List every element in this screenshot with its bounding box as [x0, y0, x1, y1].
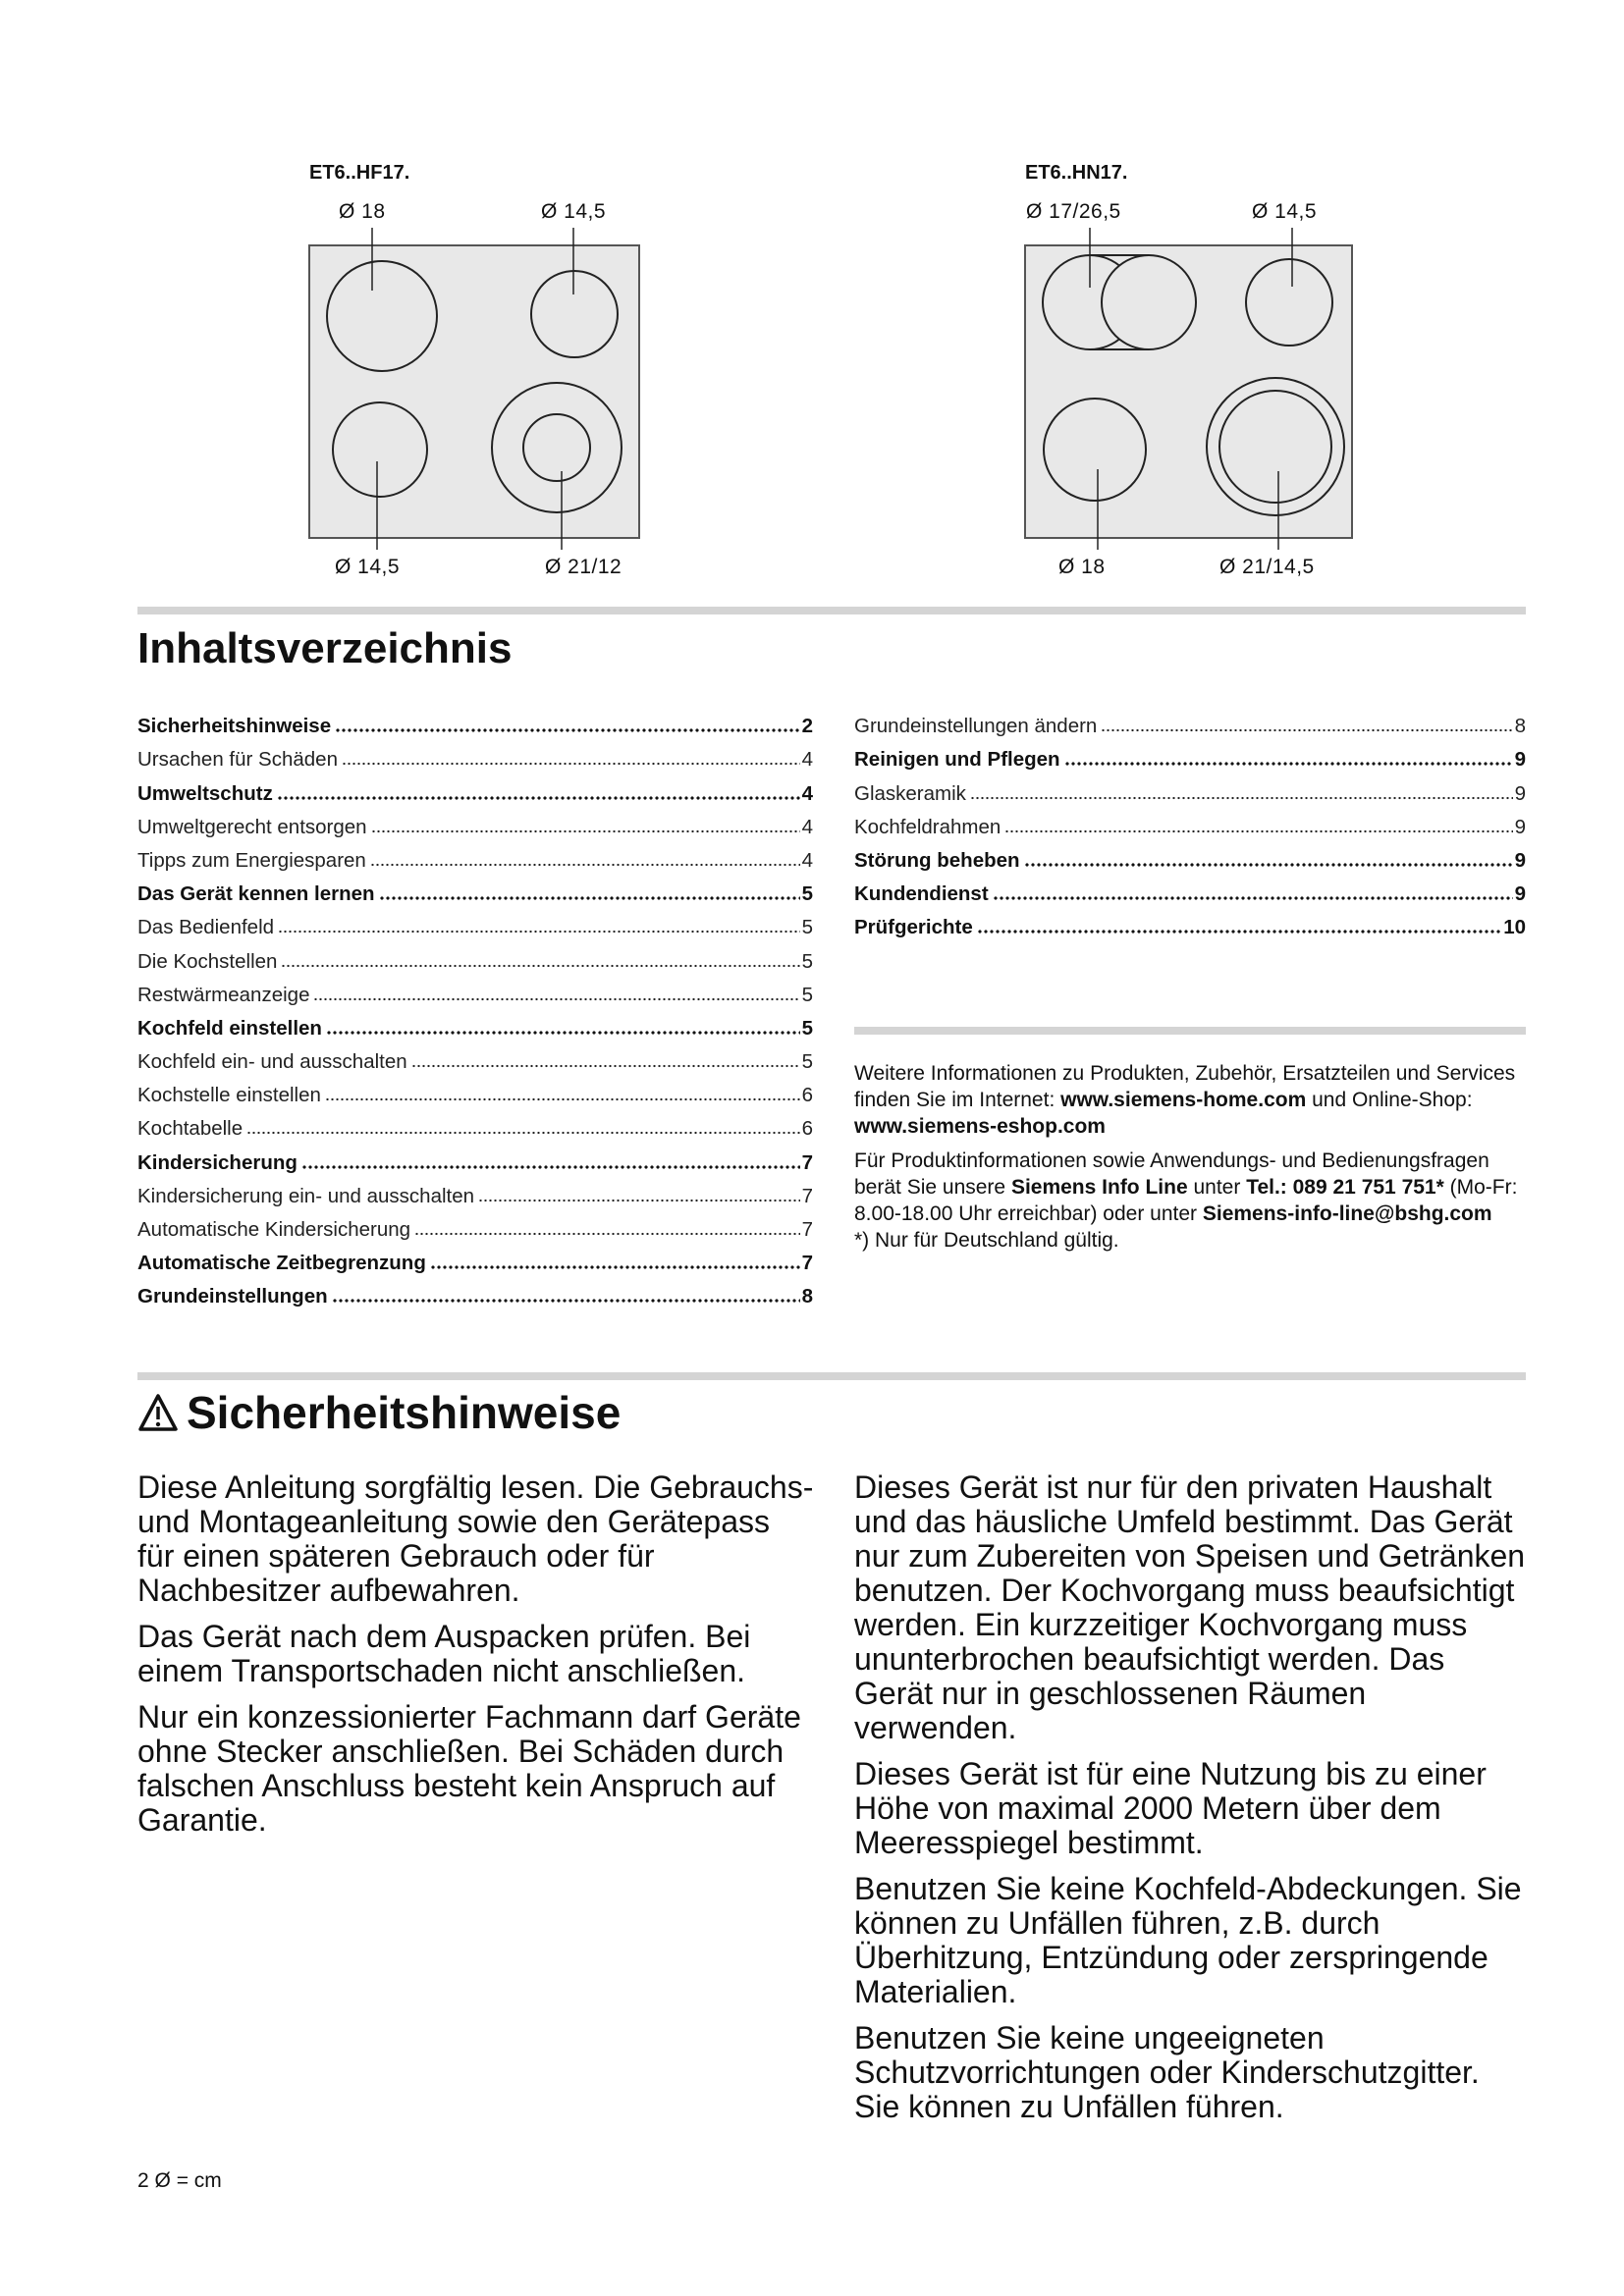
model-label-hf17: ET6..HF17. [309, 162, 410, 184]
toc-entry[interactable] [137, 873, 813, 906]
toc-entry-label: Umweltschutz [137, 781, 273, 805]
zone-label: Ø 14,5 [335, 556, 401, 578]
toc-entry-label: Kindersicherung ein- und ausschalten [137, 1184, 475, 1207]
toc-entry-label: Kundendienst [854, 882, 989, 906]
dot-leader [977, 930, 1501, 934]
zone [1102, 255, 1196, 349]
toc-entry-page: 5 [801, 983, 813, 1006]
dot-leader [371, 829, 800, 833]
toc-entry[interactable] [137, 806, 813, 839]
toc-left-column [137, 705, 813, 1308]
toc-entry-page: 6 [801, 1084, 813, 1107]
info-divider [854, 1027, 1526, 1035]
toc-entry[interactable] [854, 705, 1526, 738]
toc-entry-page: 4 [801, 815, 813, 838]
dot-leader [1004, 829, 1512, 833]
toc-entry-label: Grundeinstellungen [137, 1285, 328, 1308]
toc-entry-label: Störung beheben [854, 848, 1020, 872]
email-link[interactable]: Siemens-info-line@bshg.com [1202, 1202, 1492, 1225]
toc-entry-label: Automatische Zeitbegrenzung [137, 1252, 426, 1275]
safety-title [137, 1386, 621, 1439]
dot-leader [1064, 762, 1513, 766]
toc-entry-page: 2 [801, 715, 813, 738]
dot-leader [335, 728, 799, 732]
safety-paragraph: Benutzen Sie keine ungeeigneten Schutzvorrichtungen oder Kinderschutzgitter. Sie können zu Unfällen führen. [854, 2020, 1480, 2124]
toc-entry[interactable] [137, 906, 813, 939]
safety-paragraph: Benutzen Sie keine Kochfeld-Abdeckungen. Sie können zu Unfällen führen, z.B. durch Überhitzung, Entzündung oder zerspringende Materialien. [854, 1871, 1522, 2009]
dot-leader [313, 997, 799, 1001]
toc-entry-label: Kochfeldrahmen [854, 815, 1001, 838]
info-line-name: Siemens Info Line [1010, 1176, 1188, 1199]
toc-entry-label: Kindersicherung [137, 1150, 298, 1174]
toc-right-column [854, 705, 1526, 939]
toc-entry[interactable] [137, 1175, 813, 1208]
siemens-eshop-link[interactable]: www.siemens-eshop.com [854, 1115, 1106, 1138]
toc-entry[interactable] [137, 1107, 813, 1141]
toc-entry[interactable] [854, 772, 1526, 805]
toc-entry-label: Kochfeld ein- und ausschalten [137, 1050, 407, 1074]
zone-label: Ø 21/12 [545, 556, 623, 578]
toc-entry[interactable] [137, 939, 813, 973]
dot-leader [326, 1031, 800, 1035]
toc-entry-label: Reinigen und Pflegen [854, 748, 1060, 772]
toc-entry-page: 5 [801, 1016, 813, 1040]
dot-leader [332, 1299, 800, 1303]
model-label-hn17: ET6..HN17. [1025, 162, 1128, 184]
toc-entry[interactable] [137, 1041, 813, 1074]
dot-leader [1024, 863, 1513, 867]
safety-paragraph: Dieses Gerät ist für eine Nutzung bis zu einer Höhe von maximal 2000 Metern über dem Meeresspiegel bestimmt. [854, 1756, 1487, 1860]
dot-leader [478, 1199, 800, 1202]
toc-entry[interactable] [854, 738, 1526, 772]
toc-entry-page: 8 [1514, 715, 1526, 738]
toc-entry-label: Automatische Kindersicherung [137, 1218, 411, 1241]
dot-leader [325, 1097, 800, 1101]
info-box [854, 1060, 1532, 1254]
dot-leader [277, 796, 800, 800]
toc-entry[interactable] [854, 806, 1526, 839]
toc-entry-page: 9 [1514, 781, 1526, 805]
dot-leader [430, 1265, 800, 1269]
toc-entry-label: Restwärmeanzeige [137, 983, 310, 1006]
dot-leader [278, 930, 800, 934]
toc-entry-page: 4 [801, 781, 813, 805]
info-paragraph-hotline [854, 1148, 1532, 1227]
toc-entry-label: Kochtabelle [137, 1117, 244, 1141]
toc-entry-label: Umweltgerecht entsorgen [137, 815, 367, 838]
toc-entry[interactable] [137, 839, 813, 873]
warning-icon [137, 1393, 179, 1432]
unit-legend: Ø = cm [154, 2169, 222, 2192]
info-text: Für Produktinformationen sowie Anwendungs- und Bedienungsfragen berät Sie unsere [854, 1149, 1489, 1199]
toc-entry-label: Glaskeramik [854, 781, 966, 805]
toc-entry[interactable] [137, 1242, 813, 1275]
toc-entry[interactable] [137, 1141, 813, 1174]
toc-entry[interactable] [854, 839, 1526, 873]
toc-entry[interactable] [137, 1007, 813, 1041]
toc-entry-page: 8 [801, 1285, 813, 1308]
zone-label: Ø 21/14,5 [1219, 556, 1315, 578]
toc-title: Inhaltsverzeichnis [137, 624, 513, 672]
dot-leader [1101, 728, 1512, 732]
toc-entry-page: 5 [801, 1050, 813, 1074]
dot-leader [246, 1131, 799, 1135]
toc-entry[interactable] [137, 1074, 813, 1107]
toc-entry-label: Tipps zum Energiesparen [137, 848, 366, 872]
toc-entry-page: 9 [1514, 748, 1526, 772]
toc-entry-page: 7 [801, 1252, 813, 1275]
toc-entry-page: 6 [801, 1117, 813, 1141]
dot-leader [301, 1165, 800, 1169]
toc-entry-label: Sicherheitshinweise [137, 715, 332, 738]
dot-leader [281, 964, 799, 968]
zone-label: Ø 17/26,5 [1026, 200, 1121, 223]
toc-entry-page: 9 [1514, 882, 1526, 906]
toc-entry-page: 7 [801, 1184, 813, 1207]
toc-entry-label: Das Bedienfeld [137, 916, 275, 939]
toc-entry-page: 4 [801, 748, 813, 772]
zone-label: Ø 18 [339, 200, 386, 223]
toc-entry-page: 4 [801, 848, 813, 872]
dot-leader [414, 1232, 800, 1236]
cooktop-diagrams [0, 0, 1624, 609]
safety-left-column [137, 1470, 815, 1849]
toc-entry-page: 5 [801, 882, 813, 906]
toc-entry[interactable] [137, 772, 813, 805]
toc-entry-page: 5 [801, 916, 813, 939]
toc-entry[interactable] [137, 705, 813, 738]
safety-title-text: Sicherheitshinweise [187, 1387, 622, 1438]
toc-entry-label: Kochfeld einstellen [137, 1016, 322, 1040]
toc-entry[interactable] [854, 906, 1526, 939]
siemens-home-link[interactable]: www.siemens-home.com [1060, 1089, 1307, 1111]
zone-label: Ø 18 [1058, 556, 1106, 578]
toc-entry[interactable] [854, 873, 1526, 906]
toc-entry-page: 10 [1503, 916, 1526, 939]
toc-entry-page: 5 [801, 949, 813, 973]
zone-label: Ø 14,5 [541, 200, 607, 223]
toc-entry[interactable] [137, 974, 813, 1007]
toc-entry-label: Ursachen für Schäden [137, 748, 338, 772]
safety-right-column [854, 1470, 1532, 2136]
toc-entry-label: Kochstelle einstellen [137, 1084, 321, 1107]
toc-entry-page: 7 [801, 1218, 813, 1241]
info-text: Weitere Informationen zu Produkten, Zubehör, Ersatzteilen und Services finden Sie im Internet: [854, 1062, 1516, 1111]
dot-leader [970, 796, 1513, 800]
page-number: 2 [137, 2169, 149, 2192]
toc-entry-label: Das Gerät kennen lernen [137, 882, 375, 906]
toc-entry-page: 9 [1514, 848, 1526, 872]
info-paragraph-web [854, 1060, 1532, 1140]
toc-entry-page: 9 [1514, 815, 1526, 838]
safety-paragraph: Diese Anleitung sorgfältig lesen. Die Gebrauchs- und Montageanleitung sowie den Gerätepass für einen späteren Gebrauch oder für Nachbesitzer aufbewahren. [137, 1469, 814, 1608]
page-footer [137, 2169, 222, 2193]
section-divider [137, 1372, 1526, 1380]
dot-leader [993, 896, 1513, 900]
safety-paragraph: Dieses Gerät ist nur für den privaten Haushalt und das häusliche Umfeld bestimmt. Das Gerät nur zum Zubereiten von Speisen und Getränken benutzen. Der Kochvorgang muss beaufsichtigt werden. Ein kurzzeitiger Kochvorgang muss ununterbrochen beaufsichtigt werden. Das Gerät nur in geschlossenen Räumen verwenden. [854, 1469, 1526, 1745]
info-text: unter [1187, 1176, 1247, 1199]
info-text: (Mo-Fr: 8.00-18.00 Uhr erreichbar) oder unter [854, 1176, 1518, 1225]
dot-leader [379, 896, 800, 900]
dot-leader [411, 1064, 800, 1068]
dot-leader [342, 762, 800, 766]
toc-entry-label: Grundeinstellungen ändern [854, 715, 1098, 738]
info-text: und Online-Shop: [1306, 1089, 1473, 1111]
toc-entry[interactable] [137, 738, 813, 772]
safety-paragraph: Das Gerät nach dem Auspacken prüfen. Bei einem Transportschaden nicht anschließen. [137, 1619, 751, 1688]
safety-paragraph: Nur ein konzessionierter Fachmann darf Geräte ohne Stecker anschließen. Bei Schäden durch falschen Anschluss besteht kein Anspruch auf Garantie. [137, 1699, 801, 1838]
dot-leader [370, 863, 800, 867]
phone-number: Tel.: 089 21 751 751* [1246, 1176, 1444, 1199]
toc-entry[interactable] [137, 1208, 813, 1242]
zone-label: Ø 14,5 [1252, 200, 1318, 223]
toc-entry-page: 7 [801, 1150, 813, 1174]
toc-entry[interactable] [137, 1275, 813, 1308]
section-divider [137, 607, 1526, 614]
toc-entry-label: Die Kochstellen [137, 949, 278, 973]
toc-entry-label: Prüfgerichte [854, 916, 973, 939]
footnote: *) Nur für Deutschland gültig. [854, 1229, 1119, 1252]
